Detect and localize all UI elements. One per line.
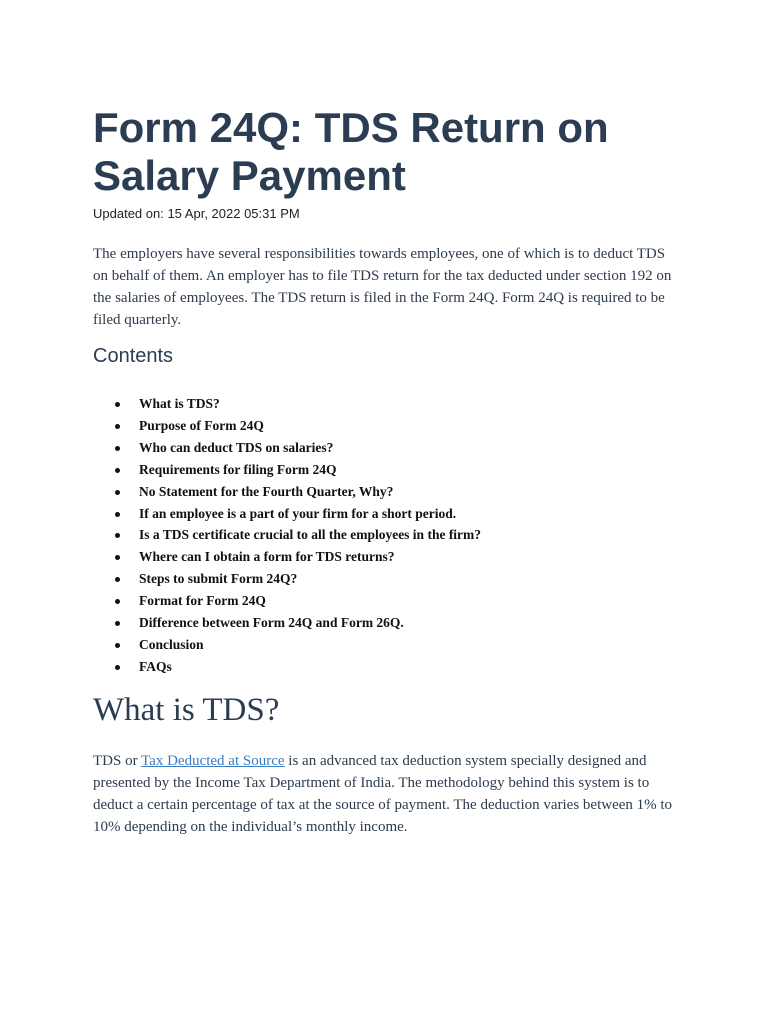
bullet-icon [115,490,120,495]
updated-date: Updated on: 15 Apr, 2022 05:31 PM [93,206,300,221]
toc-item[interactable] [93,568,481,590]
toc-item-label: FAQs [139,658,172,674]
tds-paragraph-prefix: TDS or [93,753,142,769]
toc-item[interactable] [93,481,481,503]
toc-item-label: Is a TDS certificate crucial to all the employees in the firm? [139,527,482,543]
bullet-icon [115,446,120,451]
toc-item-label: Conclusion [139,636,204,652]
bullet-icon [115,512,120,517]
toc-item[interactable] [93,546,481,568]
bullet-icon [115,621,120,626]
toc-item-label: Steps to submit Form 24Q? [139,571,298,587]
bullet-icon [115,424,120,429]
toc-item[interactable] [93,612,481,634]
table-of-contents [93,393,481,678]
toc-item[interactable] [93,590,481,612]
toc-item[interactable] [93,524,481,546]
toc-item-label: No Statement for the Fourth Quarter, Why? [139,483,394,499]
tax-deducted-at-source-link[interactable]: Tax Deducted at Source [141,753,285,769]
toc-item[interactable] [93,437,481,459]
toc-item-label: If an employee is a part of your firm for a short period. [139,505,457,521]
bullet-icon [115,555,120,560]
section-heading-what-is-tds: What is TDS? [93,692,280,728]
toc-item-label: Format for Form 24Q [139,593,266,609]
toc-item[interactable] [93,656,481,678]
toc-item-label: Who can deduct TDS on salaries? [139,439,334,455]
toc-item-label: Difference between Form 24Q and Form 26Q. [139,615,404,631]
toc-item[interactable] [93,634,481,656]
toc-item[interactable] [93,459,481,481]
toc-item-label: Where can I obtain a form for TDS returns? [139,549,395,565]
page-title: Form 24Q: TDS Return on Salary Payment [93,104,609,199]
toc-item[interactable] [93,415,481,437]
tds-paragraph-suffix: is an advanced tax deduction system specially designed and presented by the Income Tax Department of India. The methodology behind this system is to deduct a certain percentage of tax at the source of payment. The deduction varies between 1% to 10% depending on the individual’s monthly income. [93,753,673,835]
toc-item-label: What is TDS? [139,396,220,411]
bullet-icon [115,643,120,648]
tds-paragraph [93,750,683,838]
intro-paragraph: The employers have several responsibilities towards employees, one of which is to deduct TDS on behalf of them. An employer has to file TDS return for the tax deducted under section 192 on the salaries of employees. The TDS return is filed in the Form 24Q. Form 24Q is required to be filed quarterly. [93,246,672,328]
toc-item[interactable] [93,503,481,525]
bullet-icon [115,577,120,582]
bullet-icon [115,402,120,407]
bullet-icon [115,665,120,670]
contents-heading: Contents [93,345,174,367]
toc-item[interactable] [93,393,481,415]
bullet-icon [115,533,120,538]
toc-item-label: Requirements for filing Form 24Q [139,461,337,477]
bullet-icon [115,599,120,604]
bullet-icon [115,468,120,473]
toc-item-label: Purpose of Form 24Q [139,417,264,433]
